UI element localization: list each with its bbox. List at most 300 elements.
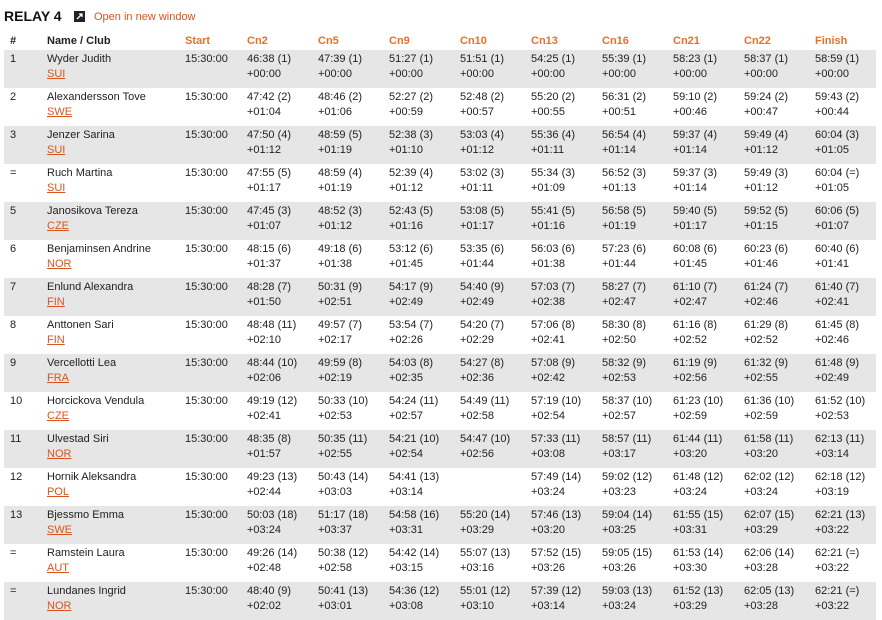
start-cell	[185, 392, 247, 430]
split-time: 57:52 (15)	[531, 547, 582, 559]
name-club-cell	[47, 164, 185, 202]
split-cell	[318, 430, 389, 468]
split-time: 47:50 (4)	[247, 129, 292, 141]
split-gap: +01:11	[531, 144, 565, 156]
club-link[interactable]: CZE	[47, 410, 69, 422]
split-cell	[531, 582, 602, 620]
split-time: 57:49 (14)	[531, 471, 582, 483]
table-row	[4, 202, 876, 240]
split-gap: +00:55	[531, 106, 565, 118]
split-cell	[531, 278, 602, 316]
split-time: 61:45 (8)	[815, 319, 860, 331]
split-gap: +01:38	[318, 258, 352, 270]
split-gap: +01:19	[318, 144, 352, 156]
split-time: 60:04 (=)	[815, 167, 860, 179]
split-time: 59:10 (2)	[673, 91, 718, 103]
split-time: 62:06 (14)	[744, 547, 795, 559]
split-time: 54:42 (14)	[389, 547, 440, 559]
start-cell	[185, 202, 247, 240]
split-cell	[531, 50, 602, 88]
split-cell	[318, 468, 389, 506]
split-time: 48:59 (4)	[318, 167, 363, 179]
split-cell	[247, 468, 318, 506]
split-gap: +01:04	[247, 106, 281, 118]
split-time: 57:08 (9)	[531, 357, 576, 369]
club-link[interactable]: FIN	[47, 296, 65, 308]
split-cell	[815, 88, 876, 126]
split-time: 54:47 (10)	[460, 433, 511, 445]
club-link[interactable]: SUI	[47, 144, 66, 156]
split-time: 61:52 (13)	[673, 585, 724, 597]
split-cell	[460, 202, 531, 240]
split-gap: +02:10	[247, 334, 281, 346]
split-cell	[460, 392, 531, 430]
name-club-cell	[47, 506, 185, 544]
split-cell	[602, 506, 673, 544]
split-time: 48:15 (6)	[247, 243, 292, 255]
split-time: 48:52 (3)	[318, 205, 363, 217]
split-gap: +01:10	[389, 144, 423, 156]
split-time: 47:42 (2)	[247, 91, 292, 103]
split-time: 56:58 (5)	[602, 205, 647, 217]
split-gap: +03:37	[318, 524, 352, 536]
start-cell	[185, 126, 247, 164]
rank-value: =	[10, 585, 17, 597]
split-gap: +00:46	[673, 106, 707, 118]
rank-value: 9	[10, 357, 17, 369]
start-time: 15:30:00	[185, 319, 228, 331]
split-time: 59:49 (3)	[744, 167, 789, 179]
split-gap: +02:49	[389, 296, 423, 308]
split-gap: +01:05	[815, 144, 849, 156]
rank-value: =	[10, 547, 17, 559]
split-time: 59:04 (14)	[602, 509, 653, 521]
split-gap: +03:26	[602, 562, 636, 574]
split-cell	[815, 468, 876, 506]
split-cell	[673, 468, 744, 506]
rank-cell	[4, 126, 47, 164]
split-cell	[744, 316, 815, 354]
split-cell	[460, 354, 531, 392]
split-gap: +01:16	[389, 220, 423, 232]
split-cell	[744, 354, 815, 392]
split-cell	[673, 392, 744, 430]
split-cell	[744, 582, 815, 620]
split-gap: +03:29	[673, 600, 707, 612]
split-gap: +03:10	[460, 600, 494, 612]
split-time: 59:37 (3)	[673, 167, 718, 179]
split-time: 59:40 (5)	[673, 205, 718, 217]
split-gap: +01:11	[460, 182, 494, 194]
split-cell	[389, 506, 460, 544]
split-time: 55:39 (1)	[602, 53, 647, 65]
split-gap: +01:17	[673, 220, 707, 232]
split-cell	[815, 506, 876, 544]
start-time: 15:30:00	[185, 281, 228, 293]
split-cell	[815, 126, 876, 164]
split-gap: +03:22	[815, 562, 849, 574]
split-gap: +02:52	[744, 334, 778, 346]
rank-value: 12	[10, 471, 23, 483]
runner-name: Ulvestad Siri	[47, 433, 109, 445]
split-gap: +01:44	[460, 258, 494, 270]
start-time: 15:30:00	[185, 547, 228, 559]
results-body	[4, 50, 876, 620]
table-row	[4, 468, 876, 506]
split-time: 61:48 (12)	[673, 471, 724, 483]
split-gap: +03:31	[673, 524, 707, 536]
column-header-cn9[interactable]: Cn9	[389, 35, 410, 47]
split-cell	[815, 582, 876, 620]
split-time: 47:55 (5)	[247, 167, 292, 179]
split-gap: +00:44	[815, 106, 849, 118]
column-header-cn16[interactable]: Cn16	[602, 35, 629, 47]
split-cell	[531, 430, 602, 468]
table-row	[4, 392, 876, 430]
column-header-cn13[interactable]: Cn13	[531, 35, 558, 47]
split-time: 54:41 (13)	[389, 471, 440, 483]
split-time: 48:28 (7)	[247, 281, 292, 293]
split-cell	[318, 316, 389, 354]
split-time: 60:06 (5)	[815, 205, 860, 217]
split-cell	[744, 126, 815, 164]
split-cell	[318, 202, 389, 240]
split-gap: +01:45	[389, 258, 423, 270]
split-cell	[389, 544, 460, 582]
split-gap: +01:07	[815, 220, 849, 232]
split-cell	[815, 430, 876, 468]
split-gap: +01:05	[815, 182, 849, 194]
split-cell	[531, 392, 602, 430]
split-time: 57:19 (10)	[531, 395, 582, 407]
split-time: 58:23 (1)	[673, 53, 718, 65]
split-gap: +02:56	[673, 372, 707, 384]
split-gap: +01:14	[673, 144, 707, 156]
split-time: 57:39 (12)	[531, 585, 582, 597]
split-gap: +01:50	[247, 296, 281, 308]
split-gap: +01:16	[531, 220, 565, 232]
split-cell	[318, 354, 389, 392]
rank-cell	[4, 202, 47, 240]
split-time: 54:20 (7)	[460, 319, 505, 331]
runner-name: Anttonen Sari	[47, 319, 114, 331]
split-cell	[815, 278, 876, 316]
split-gap: +01:12	[389, 182, 423, 194]
rank-cell	[4, 88, 47, 126]
start-time: 15:30:00	[185, 167, 228, 179]
split-time: 61:58 (11)	[744, 433, 794, 445]
split-cell	[602, 278, 673, 316]
split-time: 62:05 (13)	[744, 585, 795, 597]
split-gap: +03:24	[744, 486, 778, 498]
split-time: 61:10 (7)	[673, 281, 718, 293]
split-time: 62:18 (12)	[815, 471, 866, 483]
split-time: 62:21 (=)	[815, 585, 860, 597]
split-gap: +03:20	[531, 524, 565, 536]
club-link[interactable]: AUT	[47, 562, 69, 574]
split-time: 57:33 (11)	[531, 433, 581, 445]
split-time: 57:06 (8)	[531, 319, 576, 331]
split-gap: +01:13	[602, 182, 636, 194]
split-cell	[531, 468, 602, 506]
runner-name: Lundanes Ingrid	[47, 585, 126, 597]
split-cell	[247, 316, 318, 354]
split-time: 60:23 (6)	[744, 243, 789, 255]
split-cell	[815, 164, 876, 202]
split-cell	[460, 316, 531, 354]
club-link[interactable]: SWE	[47, 524, 73, 536]
table-row	[4, 354, 876, 392]
results-table	[4, 32, 876, 620]
split-gap: +03:28	[744, 562, 778, 574]
column-header-cn2[interactable]: Cn2	[247, 35, 268, 47]
column-header-cn21[interactable]: Cn21	[673, 35, 700, 47]
split-time: 56:52 (3)	[602, 167, 647, 179]
split-gap: +00:57	[460, 106, 494, 118]
split-time: 58:37 (1)	[744, 53, 789, 65]
split-time: 48:59 (5)	[318, 129, 363, 141]
split-time: 54:21 (10)	[389, 433, 440, 445]
split-gap: +03:14	[531, 600, 565, 612]
split-cell	[602, 240, 673, 278]
start-time: 15:30:00	[185, 395, 228, 407]
rank-value: 2	[10, 91, 17, 103]
split-cell	[744, 164, 815, 202]
split-time: 61:44 (11)	[673, 433, 723, 445]
column-header-cn22[interactable]: Cn22	[744, 35, 771, 47]
split-cell	[318, 392, 389, 430]
split-gap: +03:25	[602, 524, 636, 536]
split-time: 50:33 (10)	[318, 395, 369, 407]
split-cell	[460, 50, 531, 88]
split-cell	[531, 240, 602, 278]
split-cell	[673, 430, 744, 468]
split-gap: +02:53	[602, 372, 636, 384]
split-cell	[673, 278, 744, 316]
start-cell	[185, 430, 247, 468]
split-time: 54:24 (11)	[389, 395, 439, 407]
split-cell	[247, 354, 318, 392]
split-gap: +02:59	[744, 410, 778, 422]
split-time: 59:52 (5)	[744, 205, 789, 217]
name-club-cell	[47, 392, 185, 430]
split-cell	[389, 316, 460, 354]
split-gap: +02:42	[531, 372, 565, 384]
column-header-start[interactable]: Start	[185, 35, 211, 47]
split-gap: +03:24	[247, 524, 281, 536]
table-row	[4, 316, 876, 354]
split-gap: +03:30	[673, 562, 707, 574]
name-club-cell	[47, 544, 185, 582]
rank-value: 13	[10, 509, 23, 521]
split-gap: +01:19	[318, 182, 352, 194]
club-link[interactable]: SUI	[47, 68, 66, 80]
split-time: 56:31 (2)	[602, 91, 647, 103]
club-link[interactable]: NOR	[47, 600, 72, 612]
column-header-rank: #	[10, 35, 17, 47]
table-row	[4, 278, 876, 316]
split-cell	[531, 126, 602, 164]
split-time: 49:59 (8)	[318, 357, 363, 369]
split-gap: +02:48	[247, 562, 281, 574]
split-cell	[744, 392, 815, 430]
club-link[interactable]: NOR	[47, 448, 72, 460]
table-row	[4, 50, 876, 88]
split-gap: +03:23	[602, 486, 636, 498]
club-link[interactable]: FRA	[47, 372, 69, 384]
split-time: 49:18 (6)	[318, 243, 363, 255]
split-time: 51:27 (1)	[389, 53, 434, 65]
split-gap: +02:54	[531, 410, 565, 422]
split-time: 60:40 (6)	[815, 243, 860, 255]
split-time: 48:44 (10)	[247, 357, 298, 369]
name-club-cell	[47, 278, 185, 316]
split-cell	[389, 50, 460, 88]
split-gap: +02:57	[389, 410, 423, 422]
split-cell	[744, 50, 815, 88]
split-gap: +01:09	[531, 182, 565, 194]
split-time: 61:53 (14)	[673, 547, 724, 559]
split-gap: +01:12	[318, 220, 352, 232]
club-link[interactable]: SWE	[47, 106, 73, 118]
club-link[interactable]: POL	[47, 486, 70, 498]
split-time: 61:23 (10)	[673, 395, 724, 407]
split-cell	[744, 430, 815, 468]
table-row	[4, 544, 876, 582]
rank-cell	[4, 544, 47, 582]
column-header-cn10[interactable]: Cn10	[460, 35, 487, 47]
club-link[interactable]: NOR	[47, 258, 72, 270]
split-cell	[389, 392, 460, 430]
split-time: 50:38 (12)	[318, 547, 369, 559]
split-time: 52:27 (2)	[389, 91, 434, 103]
split-gap: +00:47	[744, 106, 778, 118]
split-cell	[247, 392, 318, 430]
split-time: 53:12 (6)	[389, 243, 434, 255]
split-cell	[247, 88, 318, 126]
split-cell	[531, 544, 602, 582]
split-gap: +01:38	[531, 258, 565, 270]
split-time: 52:48 (2)	[460, 91, 505, 103]
split-time: 54:27 (8)	[460, 357, 505, 369]
split-cell	[389, 126, 460, 164]
split-gap: +03:24	[531, 486, 565, 498]
start-time: 15:30:00	[185, 129, 228, 141]
rank-cell	[4, 278, 47, 316]
club-link[interactable]: SUI	[47, 182, 66, 194]
runner-name: Enlund Alexandra	[47, 281, 134, 293]
split-gap: +02:56	[460, 448, 494, 460]
split-cell	[602, 316, 673, 354]
rank-value: 8	[10, 319, 17, 331]
split-cell	[815, 202, 876, 240]
column-header-cn5[interactable]: Cn5	[318, 35, 339, 47]
split-time: 49:19 (12)	[247, 395, 298, 407]
split-cell	[318, 88, 389, 126]
split-gap: +03:16	[460, 562, 494, 574]
split-cell	[389, 354, 460, 392]
split-time: 61:55 (15)	[673, 509, 724, 521]
external-window-icon[interactable]	[74, 11, 85, 22]
split-cell	[673, 164, 744, 202]
table-header-row	[4, 32, 876, 50]
split-gap: +02:47	[673, 296, 707, 308]
split-cell	[673, 126, 744, 164]
split-gap: +02:38	[531, 296, 565, 308]
split-gap: +03:03	[318, 486, 352, 498]
split-gap: +02:46	[815, 334, 849, 346]
split-time: 55:07 (13)	[460, 547, 511, 559]
split-gap: +02:53	[815, 410, 849, 422]
runner-name: Alexandersson Tove	[47, 91, 146, 103]
split-cell	[531, 506, 602, 544]
rank-value: 11	[10, 433, 22, 445]
split-cell	[531, 316, 602, 354]
split-gap: +02:51	[318, 296, 352, 308]
split-gap: +03:24	[602, 600, 636, 612]
split-gap: +02:36	[460, 372, 494, 384]
split-gap: +01:15	[744, 220, 778, 232]
split-gap: +03:22	[815, 600, 849, 612]
split-cell	[815, 392, 876, 430]
column-header-finish[interactable]: Finish	[815, 35, 848, 47]
split-cell	[744, 278, 815, 316]
split-time: 50:31 (9)	[318, 281, 363, 293]
start-cell	[185, 164, 247, 202]
split-time: 58:27 (7)	[602, 281, 647, 293]
split-cell	[673, 354, 744, 392]
split-cell	[744, 202, 815, 240]
split-time: 54:36 (12)	[389, 585, 440, 597]
split-time: 60:04 (3)	[815, 129, 860, 141]
split-gap: +01:46	[744, 258, 778, 270]
split-cell	[815, 544, 876, 582]
split-cell	[744, 506, 815, 544]
split-gap: +02:02	[247, 600, 281, 612]
split-cell	[318, 544, 389, 582]
split-time: 58:30 (8)	[602, 319, 647, 331]
split-cell	[460, 126, 531, 164]
club-link[interactable]: CZE	[47, 220, 69, 232]
split-gap: +01:07	[247, 220, 281, 232]
split-time: 62:13 (11)	[815, 433, 865, 445]
split-time: 59:43 (2)	[815, 91, 860, 103]
rank-cell	[4, 582, 47, 620]
rank-value: 3	[10, 129, 17, 141]
open-in-new-window-link[interactable]: Open in new window	[94, 11, 196, 23]
split-cell	[247, 50, 318, 88]
split-gap: +02:58	[460, 410, 494, 422]
split-gap: +01:17	[247, 182, 281, 194]
split-cell	[602, 164, 673, 202]
split-gap: +01:06	[318, 106, 352, 118]
split-time: 48:46 (2)	[318, 91, 363, 103]
split-cell	[318, 126, 389, 164]
start-time: 15:30:00	[185, 243, 228, 255]
split-cell	[247, 544, 318, 582]
split-gap: +02:58	[318, 562, 352, 574]
split-gap: +02:49	[460, 296, 494, 308]
split-gap: +00:00	[602, 68, 636, 80]
rank-cell	[4, 506, 47, 544]
split-cell	[602, 88, 673, 126]
split-cell	[815, 354, 876, 392]
rank-cell	[4, 354, 47, 392]
split-cell	[744, 468, 815, 506]
split-time: 56:03 (6)	[531, 243, 576, 255]
split-cell	[247, 430, 318, 468]
club-link[interactable]: FIN	[47, 334, 65, 346]
